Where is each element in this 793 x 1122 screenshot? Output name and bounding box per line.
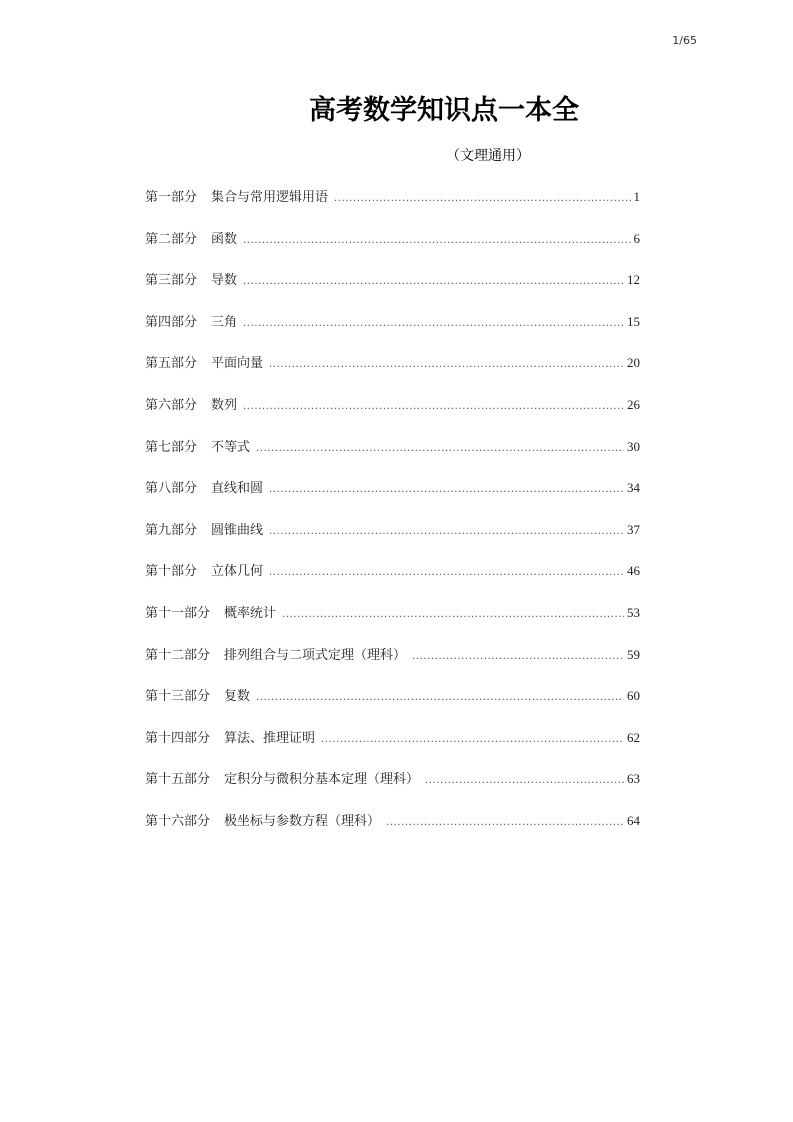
toc-part-label: 第六部分 [145, 397, 198, 413]
toc-dot-leader [334, 193, 630, 204]
toc-topic: 直线和圆 [211, 481, 264, 497]
toc-topic: 定积分与微积分基本定理（理科） [224, 772, 420, 788]
toc-topic: 数列 [211, 397, 238, 413]
toc-page-number: 15 [627, 313, 640, 329]
toc-part-label: 第三部分 [145, 273, 198, 289]
toc-part-label: 第十四部分 [145, 730, 211, 746]
document-title: 高考数学知识点一本全 [309, 95, 579, 126]
toc-topic: 集合与常用逻辑用语 [211, 190, 329, 205]
toc-entry[interactable] [145, 685, 640, 727]
toc-topic: 导数 [211, 273, 238, 289]
toc-entry[interactable] [145, 644, 640, 686]
toc-page-number: 64 [627, 812, 640, 828]
toc-page-number: 62 [627, 729, 640, 745]
toc-page-number: 63 [627, 771, 640, 787]
toc-page-number: 46 [627, 563, 640, 579]
toc-page-number: 20 [627, 355, 640, 371]
table-of-contents [145, 186, 640, 852]
toc-entry[interactable] [145, 436, 640, 478]
toc-dot-leader [321, 734, 624, 745]
page-indicator: 1/65 [672, 34, 697, 47]
toc-topic: 三角 [211, 314, 238, 330]
toc-dot-leader [269, 526, 624, 537]
toc-entry[interactable] [145, 768, 640, 810]
toc-dot-leader [282, 609, 624, 620]
toc-entry[interactable] [145, 352, 640, 394]
toc-dot-leader [256, 443, 624, 454]
toc-part-label: 第二部分 [145, 231, 198, 247]
toc-dot-leader [269, 484, 624, 495]
toc-page-number: 53 [627, 604, 640, 620]
toc-part-label: 第十三部分 [145, 689, 211, 705]
toc-topic: 不等式 [211, 439, 251, 455]
toc-page-number: 59 [627, 646, 640, 662]
toc-dot-leader [243, 401, 624, 412]
toc-entry[interactable] [145, 560, 640, 602]
toc-entry[interactable] [145, 228, 640, 270]
toc-part-label: 第十二部分 [145, 647, 211, 663]
toc-part-label: 第八部分 [145, 481, 198, 497]
toc-topic: 极坐标与参数方程（理科） [224, 813, 381, 829]
toc-entry[interactable] [145, 810, 640, 852]
toc-dot-leader [425, 775, 624, 786]
toc-dot-leader [243, 276, 624, 287]
toc-part-label: 第十一部分 [145, 605, 211, 621]
toc-dot-leader [386, 817, 624, 828]
toc-dot-leader [256, 692, 624, 703]
toc-page-number: 12 [627, 272, 640, 288]
toc-topic: 圆锥曲线 [211, 522, 264, 538]
toc-part-label: 第十五部分 [145, 772, 211, 788]
toc-entry[interactable] [145, 269, 640, 311]
toc-entry[interactable] [145, 727, 640, 769]
toc-dot-leader [269, 359, 624, 370]
toc-dot-leader [269, 567, 624, 578]
toc-entry[interactable] [145, 477, 640, 519]
toc-dot-leader [243, 235, 630, 246]
toc-topic: 平面向量 [211, 356, 264, 372]
toc-part-label: 第十六部分 [145, 813, 211, 829]
toc-entry[interactable] [145, 186, 640, 228]
toc-entry[interactable] [145, 311, 640, 353]
toc-entry[interactable] [145, 394, 640, 436]
toc-part-label: 第一部分 [145, 190, 198, 205]
toc-page-number: 30 [627, 438, 640, 454]
toc-part-label: 第九部分 [145, 522, 198, 538]
toc-page-number: 26 [627, 396, 640, 412]
toc-page-number: 60 [627, 688, 640, 704]
toc-entry[interactable] [145, 519, 640, 561]
toc-part-label: 第十部分 [145, 564, 198, 580]
toc-page-number: 37 [627, 521, 640, 537]
toc-topic: 排列组合与二项式定理（理科） [224, 647, 407, 663]
toc-topic: 立体几何 [211, 564, 264, 580]
toc-topic: 复数 [224, 689, 251, 705]
toc-topic: 算法、推理证明 [224, 730, 316, 746]
toc-part-label: 第四部分 [145, 314, 198, 330]
toc-topic: 概率统计 [224, 605, 277, 621]
toc-part-label: 第七部分 [145, 439, 198, 455]
toc-page-number: 34 [627, 480, 640, 496]
toc-page-number: 1 [633, 189, 640, 204]
toc-dot-leader [412, 651, 624, 662]
toc-topic: 函数 [211, 231, 238, 247]
document-subtitle: （文理通用） [446, 148, 530, 164]
toc-dot-leader [243, 318, 624, 329]
toc-entry[interactable] [145, 602, 640, 644]
toc-page-number: 6 [633, 230, 640, 246]
toc-part-label: 第五部分 [145, 356, 198, 372]
